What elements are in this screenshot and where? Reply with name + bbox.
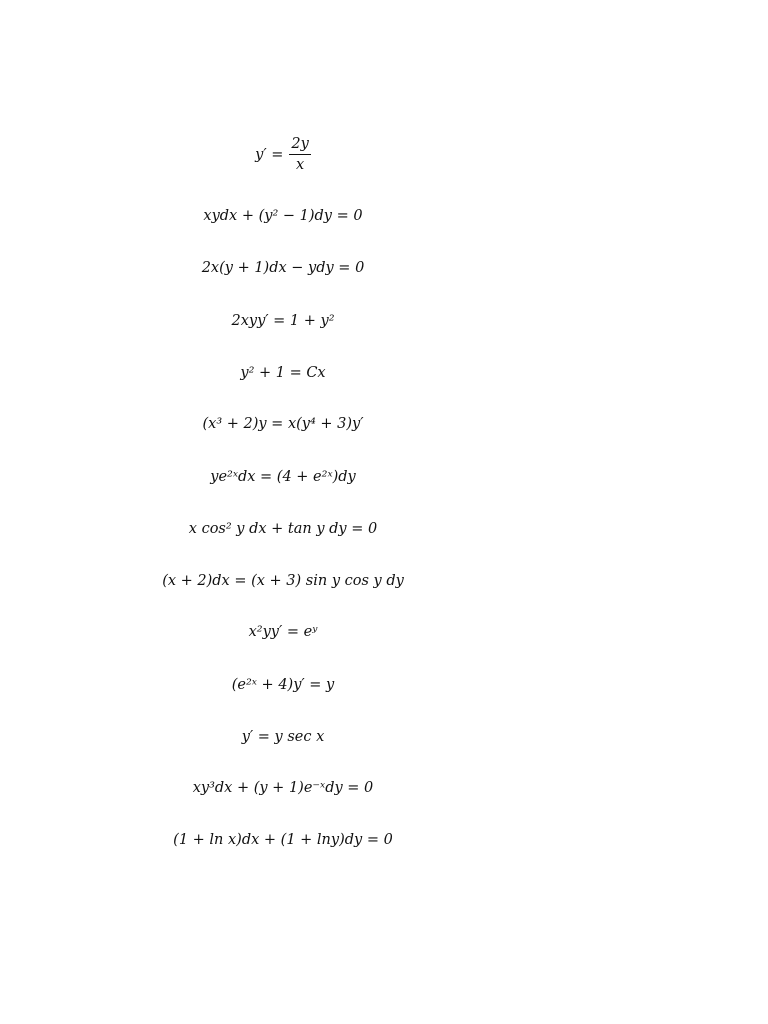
equation-12: y′ = y sec x [241, 729, 325, 745]
fraction-denominator: x [296, 157, 305, 173]
equation-10: x²yy′ = eʸ [248, 624, 318, 640]
equation-3: 2x(y + 1)dx − ydy = 0 [201, 260, 365, 276]
equation-5: y² + 1 = Cx [240, 365, 326, 381]
equation-1 [0, 134, 566, 175]
equation-11: (e²ˣ + 4)y′ = y [231, 677, 335, 693]
equation-13: xy³dx + (y + 1)e⁻ˣdy = 0 [192, 780, 374, 796]
equation-6: (x³ + 2)y = x(y⁴ + 3)y′ [202, 416, 364, 432]
fraction [289, 134, 310, 175]
equation-4: 2xyy′ = 1 + y² [231, 313, 335, 329]
equation-2: xydx + (y² − 1)dy = 0 [203, 208, 363, 224]
equation-7: ye²ˣdx = (4 + e²ˣ)dy [210, 469, 356, 485]
equation-8: x cos² y dx + tan y dy = 0 [188, 521, 378, 537]
equation-9: (x + 2)dx = (x + 3) sin y cos y dy [162, 573, 404, 589]
equation-14: (1 + ln x)dx + (1 + lny)dy = 0 [173, 832, 393, 848]
fraction-numerator: 2y [291, 136, 309, 152]
equation-1-lhs: y′ = [255, 146, 284, 163]
